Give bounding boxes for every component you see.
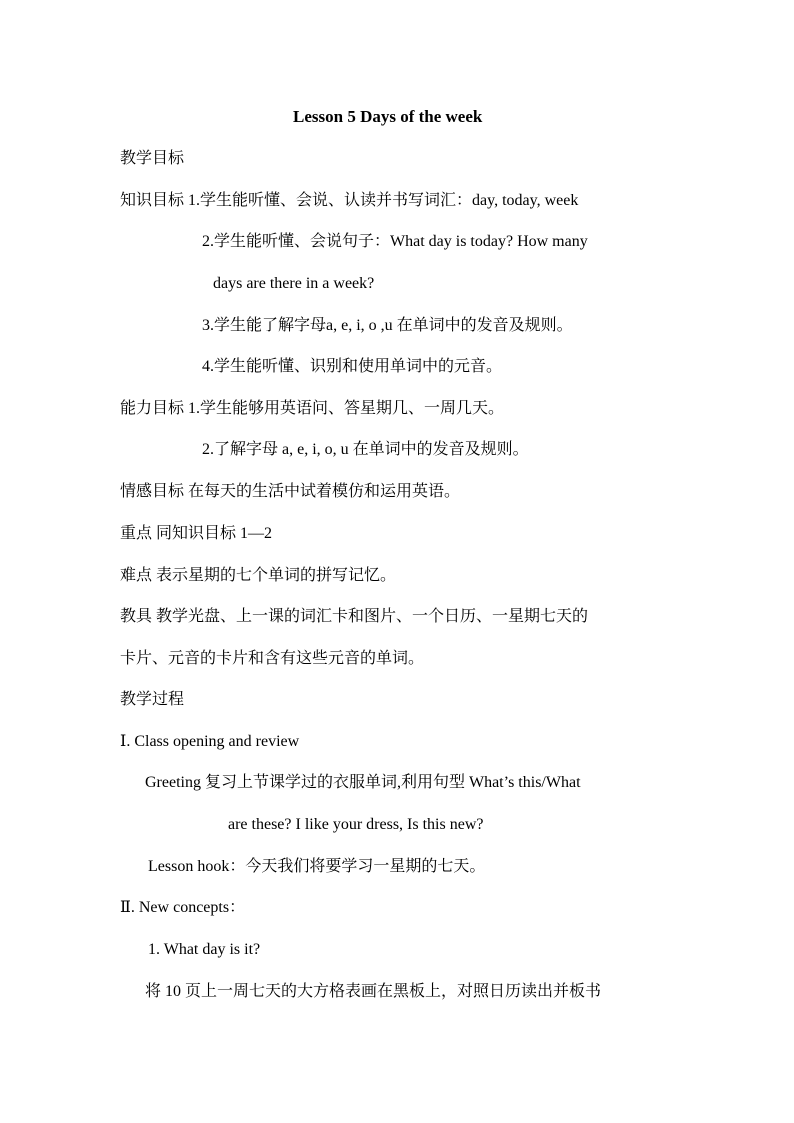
knowledge-objective-2-cont: days are there in a week? [213,275,375,292]
ability-objective-2: 2.了解字母 a, e, i, o, u 在单词中的发音及规则。 [202,441,529,458]
teaching-aids: 教具 教学光盘、上一课的词汇卡和图片、一个日历、一星期七天的 [120,608,589,625]
section-heading-process: 教学过程 [120,691,185,708]
greeting-line: Greeting 复习上节课学过的衣服单词,利用句型 What’s this/What [145,774,581,791]
step-2-heading: Ⅱ. New concepts： [120,899,246,916]
difficult-points: 难点 表示星期的七个单词的拼写记忆。 [120,567,397,584]
key-points: 重点 同知识目标 1—2 [120,525,273,542]
greeting-line-cont: are these? I like your dress, Is this new? [228,816,484,833]
knowledge-objective-2: 2.学生能听懂、会说句子：What day is today? How many [202,233,588,250]
concept-1-body: 将 10 页上一周七天的大方格表画在黑板上，对照日历读出并板书 [145,983,602,1000]
step-1-heading: Ⅰ. Class opening and review [120,733,300,750]
lesson-hook: Lesson hook：今天我们将要学习一星期的七天。 [148,858,486,875]
knowledge-objective-1: 知识目标 1.学生能听懂、会说、认读并书写词汇：day, today, week [120,192,579,209]
knowledge-objective-3: 3.学生能了解字母a, e, i, o ,u 在单词中的发音及规则。 [202,317,573,334]
concept-1-heading: 1. What day is it? [148,941,261,958]
document-title: Lesson 5 Days of the week [293,107,483,126]
ability-objective-1: 能力目标 1.学生能够用英语问、答星期几、一周几天。 [120,400,505,417]
knowledge-objective-4: 4.学生能听懂、识别和使用单词中的元音。 [202,358,503,375]
emotional-objective: 情感目标 在每天的生活中试着模仿和运用英语。 [120,483,461,500]
section-heading-objectives: 教学目标 [120,150,185,167]
teaching-aids-cont: 卡片、元音的卡片和含有这些元音的单词。 [120,650,425,667]
